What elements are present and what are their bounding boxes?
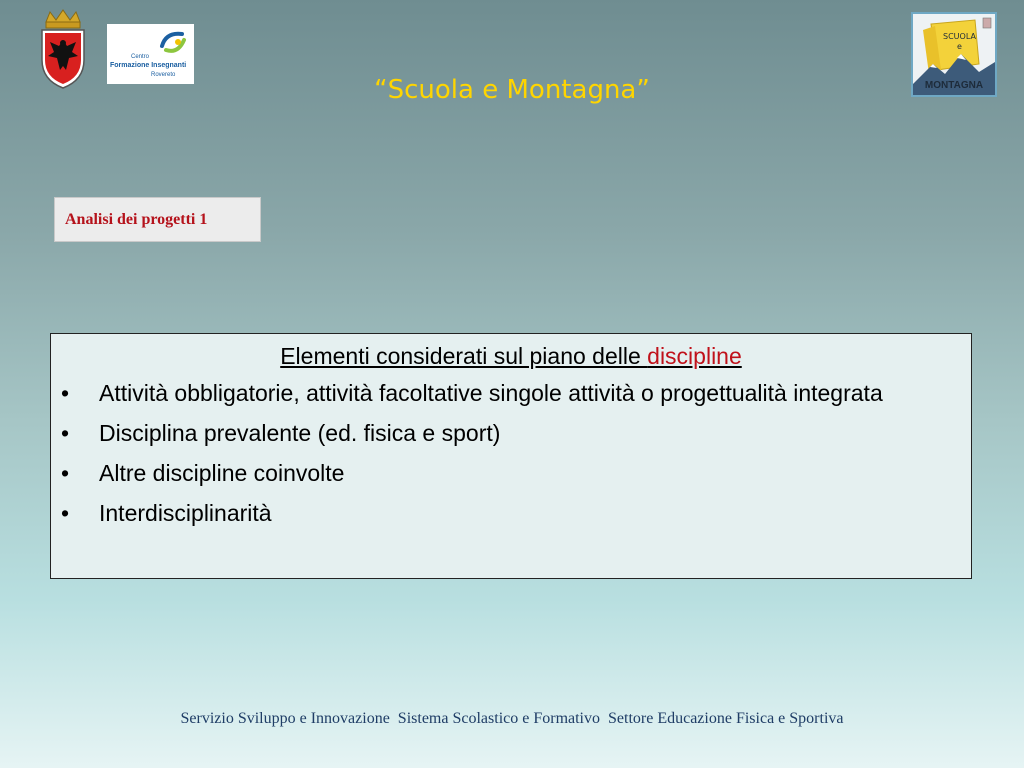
bullet-icon: • xyxy=(61,460,70,486)
list-item xyxy=(51,456,971,490)
list-item xyxy=(51,416,971,450)
list-item xyxy=(51,496,971,530)
list-item-text: Attività obbligatorie, attività facoltative singole attività o progettualità integrata xyxy=(99,380,883,406)
content-heading xyxy=(51,343,971,370)
list-item-text: Altre discipline coinvolte xyxy=(99,460,345,486)
footer-text: Servizio Sviluppo e Innovazione Sistema Scolastico e Formativo Settore Educazione Fisica e Sportiva xyxy=(180,710,844,727)
list-item-text: Disciplina prevalente (ed. fisica e sport) xyxy=(99,420,501,446)
bullet-list xyxy=(51,376,971,530)
bullet-icon: • xyxy=(61,420,70,446)
content-heading-text: Elementi considerati sul piano delle xyxy=(280,343,648,369)
content-box xyxy=(50,333,972,579)
logo-text-e: e xyxy=(957,42,962,51)
list-item-text: Interdisciplinarità xyxy=(99,500,272,526)
logo-text-formazione: Formazione Insegnanti xyxy=(110,62,187,69)
bullet-icon: • xyxy=(61,500,70,526)
section-tag xyxy=(54,197,261,242)
logo-text-centro: Centro xyxy=(131,54,150,60)
bullet-icon: • xyxy=(61,380,70,406)
swirl-icon xyxy=(158,28,188,58)
logo-text-montagna: MONTAGNA xyxy=(924,80,984,91)
page-title: “Scuola e Montagna” xyxy=(374,75,650,105)
logo-text-scuola: SCUOLA xyxy=(943,32,976,41)
logo-text-rovereto: Rovereto xyxy=(151,72,176,78)
list-item xyxy=(51,376,971,410)
section-tag-label: Analisi dei progetti 1 xyxy=(65,210,208,228)
content-heading-accent: discipline xyxy=(647,343,742,369)
